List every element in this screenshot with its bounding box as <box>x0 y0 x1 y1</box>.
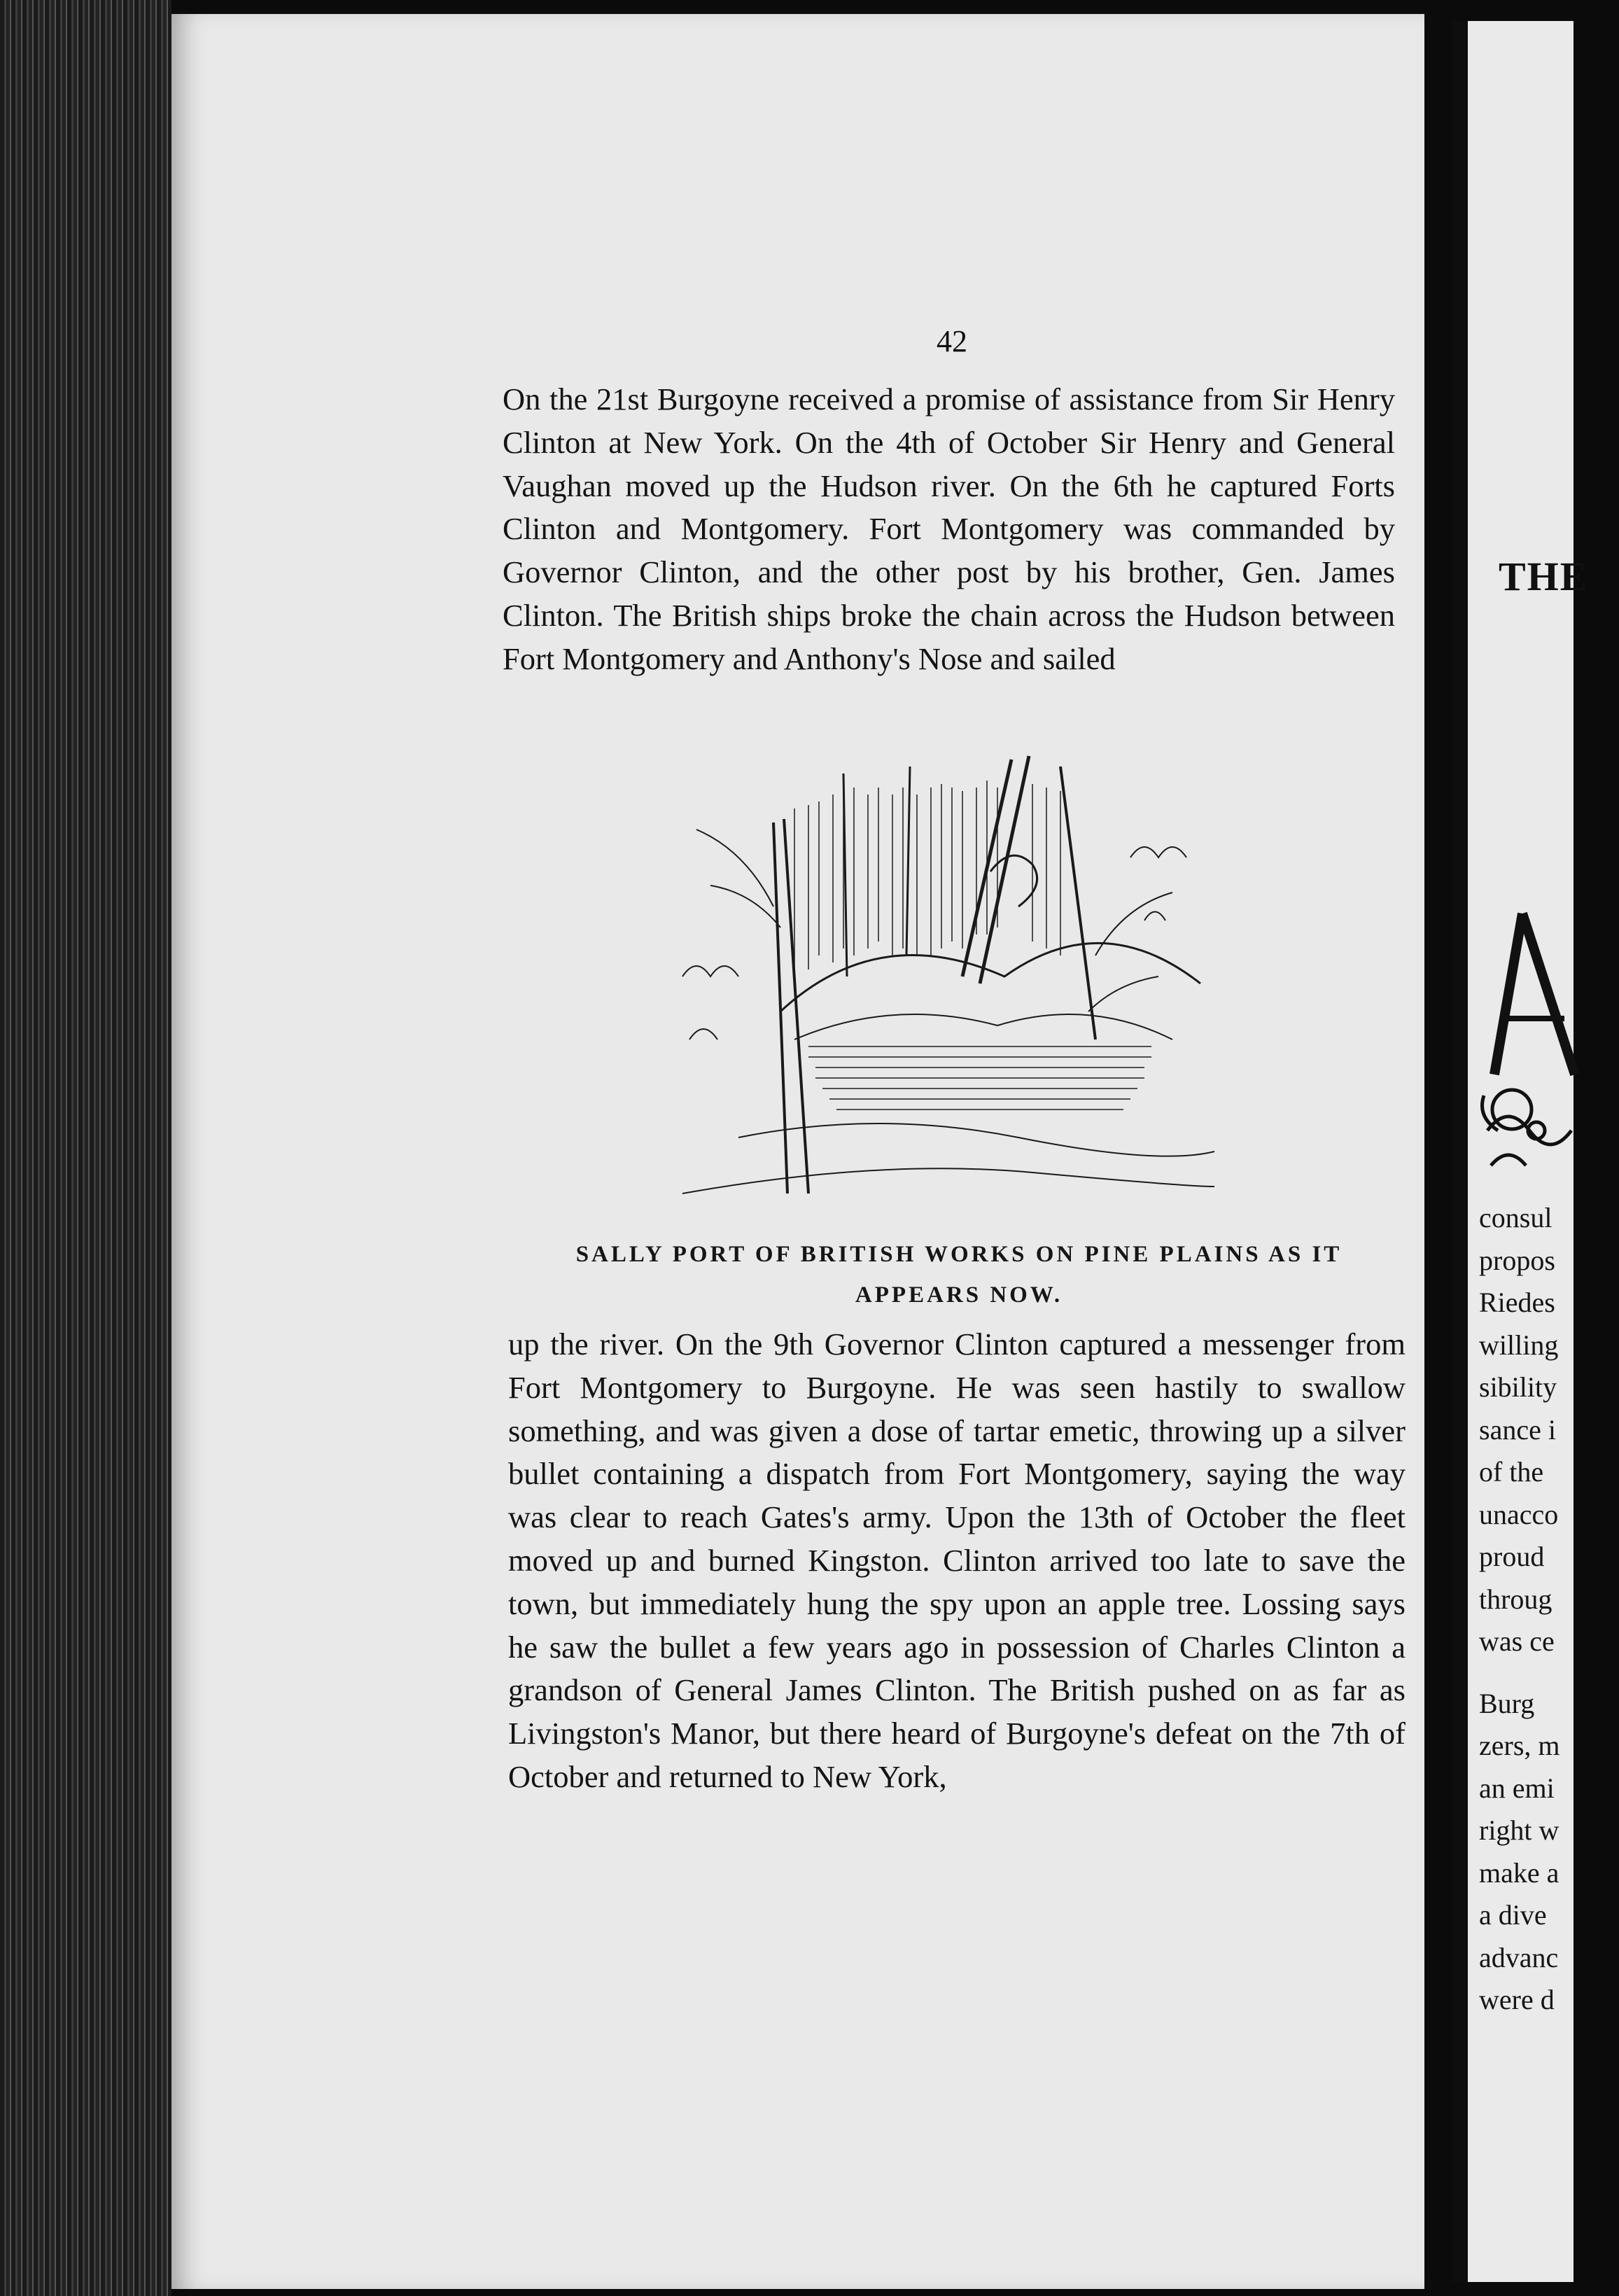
chapter-heading-fragment: THE <box>1499 554 1589 599</box>
book-page-edges <box>0 0 171 2296</box>
line-fragment: consul <box>1479 1202 1553 1233</box>
line-fragment: an emi <box>1479 1772 1555 1804</box>
line-fragment: were d <box>1479 1984 1555 2015</box>
line-fragment: sance i <box>1479 1413 1556 1446</box>
line-fragment: of the <box>1479 1456 1544 1488</box>
line-fragment: proud <box>1479 1541 1545 1572</box>
woodland-earthwork-engraving <box>668 746 1228 1194</box>
paragraph-2: up the river. On the 9th Governor Clinton captured a messenger from Fort Montgomery to Burgoyne. He was seen hastily to swallow something, and was given a dose of tartar emetic, throwing up a silver bullet containing a dispatch from Fort Montgomery, saying the way was clear to reach Gates's army. Upon the 13th of October the fleet moved up and burned Kingston. Clinton arrived too late to save the town, but immediately hung the spy upon an apple tree. Lossing says he saw the bullet a few years ago in possession of Charles Clinton a grandson of General James Clinton. The British pushed on as far as Livingston's Manor, but there heard of Burgoyne's defeat on the 7th of October and returned to New York, <box>508 1326 1406 1794</box>
line-fragment: make a <box>1479 1856 1560 1889</box>
figure-caption <box>518 1234 1400 1315</box>
line-fragment: throug <box>1479 1583 1553 1615</box>
line-fragment: sibility <box>1479 1371 1557 1403</box>
line-fragment: advanc <box>1479 1941 1559 1973</box>
line-fragment: Burg <box>1479 1687 1535 1719</box>
line-fragment: unacco <box>1479 1498 1559 1530</box>
line-fragment: propos <box>1479 1244 1555 1276</box>
line-fragment: was ce <box>1479 1625 1555 1657</box>
page-number: 42 <box>937 324 967 358</box>
line-fragment: zers, m <box>1479 1730 1560 1761</box>
tree-trunk-left <box>773 819 808 1194</box>
tree-trunk-right <box>1060 766 1095 1040</box>
line-fragment: willing <box>1479 1329 1559 1361</box>
earthwork-mound <box>780 943 1200 1011</box>
book-gutter <box>1452 21 1468 2282</box>
caption-line-1: SALLY PORT OF BRITISH WORKS ON PINE PLAINS AS IT <box>575 1242 1343 1267</box>
line-fragment: a dive <box>1479 1899 1547 1931</box>
sky-hatching <box>794 780 1060 976</box>
caption-line-2: APPEARS NOW. <box>855 1282 1063 1308</box>
line-fragment: right w <box>1479 1814 1560 1846</box>
paragraph-gap <box>1479 1663 1619 1683</box>
ornate-letter-a-icon <box>1480 899 1578 1194</box>
tree-trunk-center <box>962 756 1029 983</box>
line-fragment: Riedes <box>1479 1287 1555 1318</box>
ditch-hatching <box>808 1046 1151 1110</box>
right-page-text-fragments <box>1479 1197 1619 2022</box>
right-page <box>1452 21 1589 2282</box>
paragraph-1: On the 21st Burgoyne received a promise of assistance from Sir Henry Clinton at New York. On the 4th of October Sir Henry and General Vaughan moved up the Hudson river. On the 6th he captured Forts Clinton and Montgomery. Fort Montgomery was commanded by Governor Clinton, and the other post by his brother, Gen. James Clinton. The British ships broke the chain across the Hudson between Fort Montgomery and Anthony's Nose and sailed <box>503 382 1395 676</box>
